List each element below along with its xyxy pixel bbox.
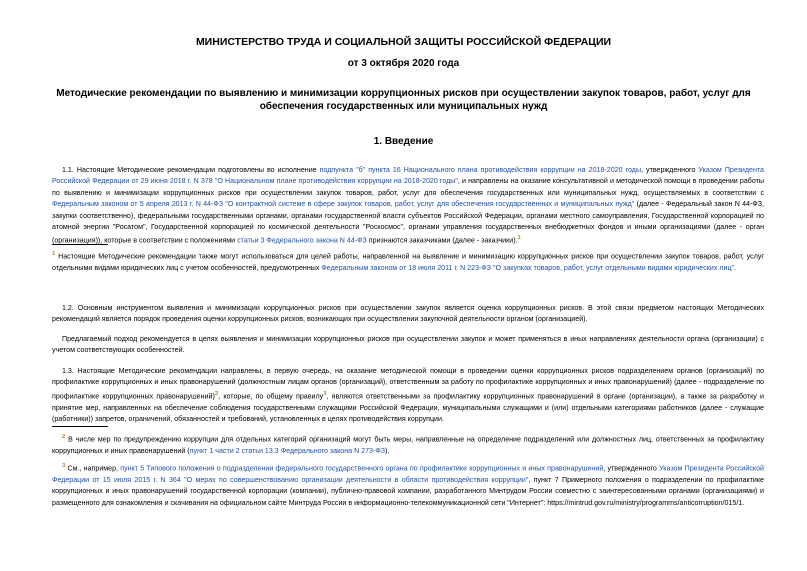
document-date: от 3 октября 2020 года <box>347 58 460 69</box>
link-president-decree-364[interactable]: Указом Президента Российской Федерации от 15 июля 2015 г. N 364 "О мерах по совершенствованию организации деятельности в области противодействия коррупции" <box>52 464 764 484</box>
footnote-separator <box>52 426 108 427</box>
footnote-separator <box>52 244 108 245</box>
link-law-273-article-13-3[interactable]: пункт 1 части 2 статьи 13.3 Федерального закона N 273-ФЗ <box>189 446 386 455</box>
link-president-decree-378[interactable]: Указом Президента Российской Федерации от 29 июня 2018 г. N 378 "О Национальном плане противодействия коррупции на 2018-2020 годы" <box>52 166 764 186</box>
link-article-3-law-44[interactable]: статьи 3 Федерального закона N 44-ФЗ <box>237 236 367 245</box>
footnote-3: $^3$ См., например, пункт 5 Типового положения о подразделении федерального государственного органа по профилактике коррупционных и иных правонарушений, утвержденного Указом Президента Российской Федерации от 15 июля 2015 г. N 364 "О мерах по совершенствованию организации деятельности в области противодействия коррупции", пункт 7 Примерного положения о подразделении по профилактике коррупционных и иных правонарушений государственной корпорации (компании), публично-правовой компании, разработанного Минтрудом России совместно с заинтересованными органами (организациями) и размещенного для ознакомления и скачивания на официальном сайте Минтруда России в информационно-телекоммуникационной сети "Интернет": https://mintrud.gov.ru/ministry/programms/anticorruption/015/1. <box>52 463 765 507</box>
footnote-ref-2[interactable]: 2 <box>214 390 219 397</box>
footnote-mark-3: 3 <box>62 463 66 469</box>
footnote-mark-1: 1 <box>52 251 56 257</box>
paragraph-1-3: 1.3. Настоящие Методические рекомендации направлены, в первую очередь, на оказание методической помощи в проведении оценки коррупционных рисков подразделением органов (организаций) по профилактике коррупционных и иных правонарушений (должностным лицам органов (организаций), ответственным за работу по профилактике коррупционных и иных правонарушений) (далее - подразделение по профилактике коррупционных правонарушений)$^2$, которые, по общему правилу$^3$, являются ответственными за профилактику коррупционных правонарушений в органе (организации), а также за разработку и принятие мер, направленных на обеспечение соблюдения государственными служащими Российской Федерации, муниципальными служащими и (или) отдельными категориями работников (далее - служащие (работники)) запретов, ограничений, обязанностей и требований, установленных в целях противодействия коррупции. <box>52 367 765 423</box>
footnote-mark-2: 2 <box>62 434 66 440</box>
link-federal-law-223[interactable]: Федеральным законом от 18 июля 2011 г. N 223-ФЗ "О закупках товаров, работ, услуг отдельными видами юридических лиц" <box>321 263 735 272</box>
footnote-ref-1[interactable]: 1 <box>517 235 521 242</box>
paragraph-1-2: 1.2. Основным инструментом выявления и минимизации коррупционных рисков при осуществлении закупок является оценка коррупционных рисков. В этой связи предметом настоящих Методических рекомендаций является порядок проведения оценки коррупционных рисков, возникающих при осуществлении закупочной деятельности органом (организацией). <box>52 304 764 324</box>
section-heading: 1. Введение <box>373 136 434 147</box>
link-federal-law-44[interactable]: Федеральным законом от 5 апреля 2013 г. N 44-ФЗ "О контрактной системе в сфере закупок товаров, работ, услуг для обеспечения государственных и муниципальных нужд" <box>52 200 635 209</box>
paragraph-1-1: 1.1. Настоящие Методические рекомендации подготовлены во исполнение подпункта "б" пункта 16 Национального плана противодействия коррупции на 2018-2020 годы, утвержденного Указом Президента Российской Федерации от 29 июня 2018 г. N 378 "О Национальном плане противодействия коррупции на 2018-2020 годы", и направлены на оказание консультативной и методической помощи в проведении работы по выявлению и минимизации коррупционных рисков при осуществлении закупок товаров, работ, услуг для обеспечения государственных или муниципальных нужд, осуществляемых в соответствии с Федеральным законом от 5 апреля 2013 г. N 44-ФЗ "О контрактной системе в сфере закупок товаров, работ, услуг для обеспечения государственных и муниципальных нужд" (далее - Федеральный закон N 44-ФЗ, закупки соответственно), федеральными государственными органами, органами государственной власти субъектов Российской Федерации, органами местного самоуправления, Государственной корпорацией по атомной энергии "Росатом", Государственной корпорацией по космической деятельности "Роскосмос", органами управления государственных внебюджетных фондов и иными организациями (далее - орган (организация)), которые в соответствии с положениями статьи 3 Федерального закона N 44-ФЗ признаются заказчиками (далее - заказчики).$^1$ <box>52 166 764 245</box>
footnote-1: $^1$ Настоящие Методические рекомендации также могут использоваться для целей работы, направленной на выявление и минимизацию коррупционных рисков при осуществлении закупок товаров, работ, услуг отдельными видами юридических лиц с учетом особенностей, предусмотренных Федеральным законом от 18 июля 2011 г. N 223-ФЗ "О закупках товаров, работ, услуг отдельными видами юридических лиц". <box>52 251 764 272</box>
ministry-title: МИНИСТЕРСТВО ТРУДА И СОЦИАЛЬНОЙ ЗАЩИТЫ РОССИЙСКОЙ ФЕДЕРАЦИИ <box>195 36 612 48</box>
footnote-ref-3[interactable]: 3 <box>323 390 327 397</box>
link-national-plan[interactable]: подпункта "б" пункта 16 Национального плана противодействия коррупции на 2018-2020 годы <box>319 166 642 174</box>
document-title: Методические рекомендации по выявлению и минимизации коррупционных рисков при осуществлении закупок товаров, работ, услуг для обеспечения государственных или муниципальных нужд <box>56 88 751 112</box>
link-typical-regulation[interactable]: пункт 5 Типового положения о подразделении федерального государственного органа по профилактике коррупционных и иных правонарушений <box>120 464 604 473</box>
footnote-2: $^2$ В числе мер по предупреждению коррупции для отдельных категорий организаций могут быть меры, направленные на определение подразделений или должностных лиц, ответственных за профилактику коррупционных и иных правонарушений (пункт 1 части 2 статьи 13.3 Федерального закона N 273-ФЗ). <box>52 434 764 455</box>
paragraph-approach: Предлагаемый подход рекомендуется в целях выявления и минимизации коррупционных рисков при осуществлении закупок и может применяться в иных направлениях деятельности органа (организации) с учетом соответствующих особенностей. <box>52 335 764 355</box>
